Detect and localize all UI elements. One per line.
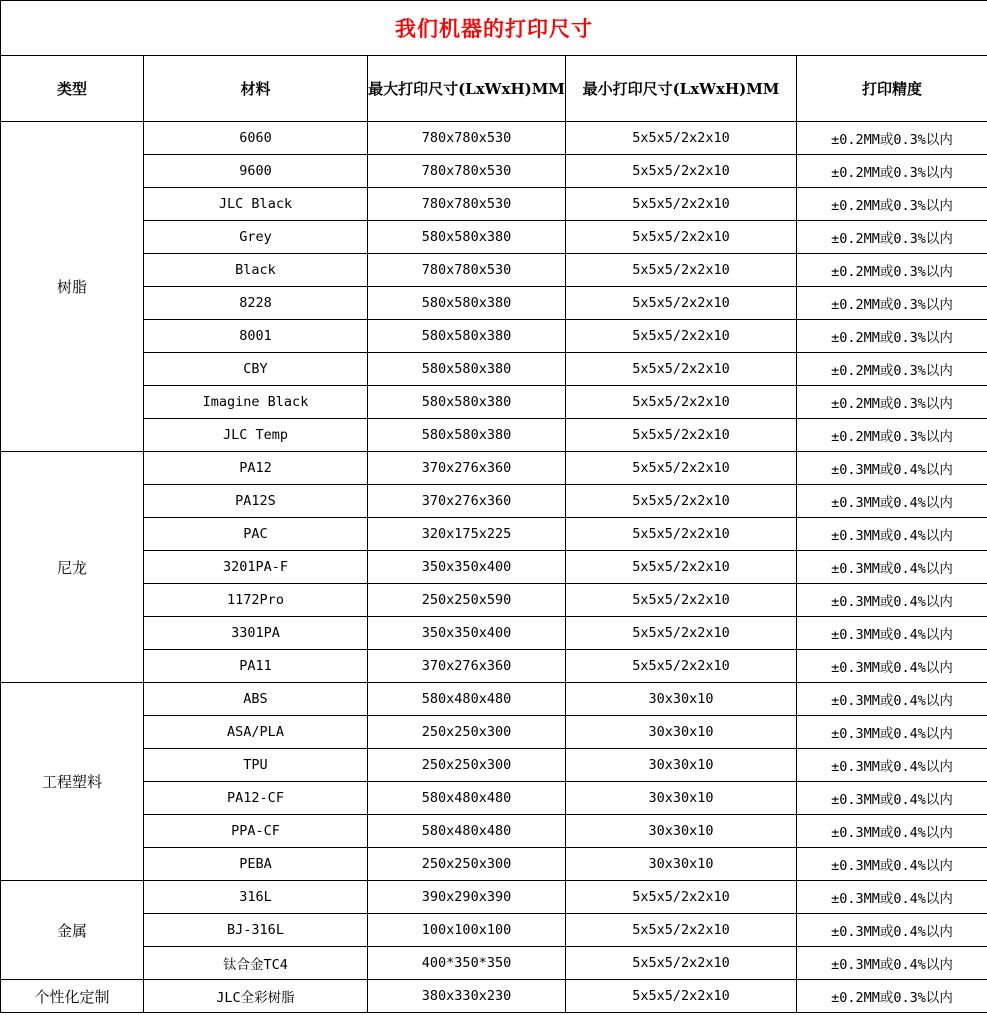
precision-cell: ±0.3MM或0.4%以内 xyxy=(797,848,987,881)
material-cell: ASA/PLA xyxy=(144,716,368,749)
table-row xyxy=(1,815,987,848)
table-row xyxy=(1,386,987,419)
type-cell: 金属 xyxy=(1,881,144,980)
precision-cell: ±0.3MM或0.4%以内 xyxy=(797,881,987,914)
header-precision: 打印精度 xyxy=(797,56,987,122)
precision-cell: ±0.3MM或0.4%以内 xyxy=(797,584,987,617)
max-size-cell: 370x276x360 xyxy=(368,485,566,518)
max-size-cell: 390x290x390 xyxy=(368,881,566,914)
material-cell: JLC Temp xyxy=(144,419,368,452)
min-size-cell: 5x5x5/2x2x10 xyxy=(566,452,797,485)
min-size-cell: 30x30x10 xyxy=(566,848,797,881)
table-row xyxy=(1,980,987,1013)
precision-cell: ±0.3MM或0.4%以内 xyxy=(797,650,987,683)
table-row xyxy=(1,848,987,881)
precision-cell: ±0.3MM或0.4%以内 xyxy=(797,551,987,584)
precision-cell: ±0.2MM或0.3%以内 xyxy=(797,155,987,188)
material-cell: PAC xyxy=(144,518,368,551)
max-size-cell: 250x250x590 xyxy=(368,584,566,617)
table-row xyxy=(1,584,987,617)
precision-cell: ±0.3MM或0.4%以内 xyxy=(797,716,987,749)
max-size-cell: 250x250x300 xyxy=(368,749,566,782)
material-cell: 3201PA-F xyxy=(144,551,368,584)
material-cell: PPA-CF xyxy=(144,815,368,848)
max-size-cell: 250x250x300 xyxy=(368,848,566,881)
precision-cell: ±0.2MM或0.3%以内 xyxy=(797,287,987,320)
material-cell: PA12S xyxy=(144,485,368,518)
table-row xyxy=(1,716,987,749)
max-size-cell: 370x276x360 xyxy=(368,650,566,683)
min-size-cell: 5x5x5/2x2x10 xyxy=(566,881,797,914)
material-cell: Black xyxy=(144,254,368,287)
min-size-cell: 5x5x5/2x2x10 xyxy=(566,947,797,980)
material-cell: 6060 xyxy=(144,122,368,155)
max-size-cell: 380x330x230 xyxy=(368,980,566,1013)
material-cell: PA11 xyxy=(144,650,368,683)
max-size-cell: 350x350x400 xyxy=(368,617,566,650)
precision-cell: ±0.3MM或0.4%以内 xyxy=(797,947,987,980)
max-size-cell: 250x250x300 xyxy=(368,716,566,749)
type-cell: 树脂 xyxy=(1,122,144,452)
max-size-cell: 400*350*350 xyxy=(368,947,566,980)
material-cell: JLC Black xyxy=(144,188,368,221)
precision-cell: ±0.3MM或0.4%以内 xyxy=(797,914,987,947)
max-size-cell: 580x580x380 xyxy=(368,320,566,353)
table-row xyxy=(1,518,987,551)
min-size-cell: 5x5x5/2x2x10 xyxy=(566,353,797,386)
max-size-cell: 580x580x380 xyxy=(368,221,566,254)
min-size-cell: 30x30x10 xyxy=(566,683,797,716)
precision-cell: ±0.2MM或0.3%以内 xyxy=(797,122,987,155)
table-row xyxy=(1,287,987,320)
max-size-cell: 100x100x100 xyxy=(368,914,566,947)
precision-cell: ±0.3MM或0.4%以内 xyxy=(797,782,987,815)
material-cell: 钛合金TC4 xyxy=(144,947,368,980)
table-row xyxy=(1,419,987,452)
header-min-size: 最小打印尺寸(LxWxH)MM xyxy=(566,56,797,122)
table-row xyxy=(1,452,987,485)
min-size-cell: 5x5x5/2x2x10 xyxy=(566,254,797,287)
precision-cell: ±0.2MM或0.3%以内 xyxy=(797,254,987,287)
max-size-cell: 580x480x480 xyxy=(368,815,566,848)
header-max-size: 最大打印尺寸(LxWxH)MM xyxy=(368,56,566,122)
type-cell: 工程塑料 xyxy=(1,683,144,881)
table-row xyxy=(1,881,987,914)
table-row xyxy=(1,650,987,683)
max-size-cell: 580x480x480 xyxy=(368,782,566,815)
type-cell: 个性化定制 xyxy=(1,980,144,1013)
max-size-cell: 780x780x530 xyxy=(368,254,566,287)
precision-cell: ±0.2MM或0.3%以内 xyxy=(797,980,987,1013)
precision-cell: ±0.3MM或0.4%以内 xyxy=(797,683,987,716)
table-body xyxy=(1,122,987,1013)
table-row xyxy=(1,749,987,782)
table-row xyxy=(1,254,987,287)
min-size-cell: 5x5x5/2x2x10 xyxy=(566,386,797,419)
precision-cell: ±0.3MM或0.4%以内 xyxy=(797,518,987,551)
material-cell: ABS xyxy=(144,683,368,716)
table-row xyxy=(1,947,987,980)
max-size-cell: 580x580x380 xyxy=(368,419,566,452)
max-size-cell: 780x780x530 xyxy=(368,188,566,221)
min-size-cell: 5x5x5/2x2x10 xyxy=(566,287,797,320)
min-size-cell: 5x5x5/2x2x10 xyxy=(566,518,797,551)
material-cell: 8228 xyxy=(144,287,368,320)
min-size-cell: 5x5x5/2x2x10 xyxy=(566,320,797,353)
material-cell: 1172Pro xyxy=(144,584,368,617)
min-size-cell: 5x5x5/2x2x10 xyxy=(566,155,797,188)
table-row xyxy=(1,551,987,584)
max-size-cell: 580x580x380 xyxy=(368,287,566,320)
table-row xyxy=(1,188,987,221)
max-size-cell: 320x175x225 xyxy=(368,518,566,551)
header-type: 类型 xyxy=(1,56,144,122)
table-row xyxy=(1,320,987,353)
table-title: 我们机器的打印尺寸 xyxy=(1,1,987,56)
min-size-cell: 30x30x10 xyxy=(566,716,797,749)
material-cell: CBY xyxy=(144,353,368,386)
material-cell: JLC全彩树脂 xyxy=(144,980,368,1013)
precision-cell: ±0.2MM或0.3%以内 xyxy=(797,353,987,386)
table-row xyxy=(1,221,987,254)
max-size-cell: 350x350x400 xyxy=(368,551,566,584)
min-size-cell: 5x5x5/2x2x10 xyxy=(566,980,797,1013)
min-size-cell: 5x5x5/2x2x10 xyxy=(566,221,797,254)
table-row xyxy=(1,617,987,650)
table-row xyxy=(1,485,987,518)
min-size-cell: 5x5x5/2x2x10 xyxy=(566,551,797,584)
material-cell: BJ-316L xyxy=(144,914,368,947)
precision-cell: ±0.3MM或0.4%以内 xyxy=(797,617,987,650)
min-size-cell: 5x5x5/2x2x10 xyxy=(566,650,797,683)
material-cell: 316L xyxy=(144,881,368,914)
precision-cell: ±0.3MM或0.4%以内 xyxy=(797,815,987,848)
precision-cell: ±0.2MM或0.3%以内 xyxy=(797,419,987,452)
min-size-cell: 5x5x5/2x2x10 xyxy=(566,914,797,947)
max-size-cell: 780x780x530 xyxy=(368,122,566,155)
table-row xyxy=(1,155,987,188)
table-row xyxy=(1,353,987,386)
material-cell: PA12-CF xyxy=(144,782,368,815)
precision-cell: ±0.2MM或0.3%以内 xyxy=(797,188,987,221)
min-size-cell: 30x30x10 xyxy=(566,815,797,848)
min-size-cell: 5x5x5/2x2x10 xyxy=(566,419,797,452)
title-row xyxy=(1,1,987,56)
header-row xyxy=(1,56,987,122)
material-cell: Grey xyxy=(144,221,368,254)
precision-cell: ±0.3MM或0.4%以内 xyxy=(797,749,987,782)
precision-cell: ±0.2MM或0.3%以内 xyxy=(797,221,987,254)
table-row xyxy=(1,782,987,815)
table-row xyxy=(1,914,987,947)
max-size-cell: 580x580x380 xyxy=(368,386,566,419)
header-material: 材料 xyxy=(144,56,368,122)
max-size-cell: 370x276x360 xyxy=(368,452,566,485)
min-size-cell: 5x5x5/2x2x10 xyxy=(566,485,797,518)
table-row xyxy=(1,683,987,716)
material-cell: Imagine Black xyxy=(144,386,368,419)
precision-cell: ±0.3MM或0.4%以内 xyxy=(797,452,987,485)
type-cell: 尼龙 xyxy=(1,452,144,683)
max-size-cell: 780x780x530 xyxy=(368,155,566,188)
min-size-cell: 5x5x5/2x2x10 xyxy=(566,617,797,650)
material-cell: TPU xyxy=(144,749,368,782)
min-size-cell: 5x5x5/2x2x10 xyxy=(566,122,797,155)
max-size-cell: 580x480x480 xyxy=(368,683,566,716)
min-size-cell: 30x30x10 xyxy=(566,749,797,782)
material-cell: 8001 xyxy=(144,320,368,353)
min-size-cell: 30x30x10 xyxy=(566,782,797,815)
precision-cell: ±0.3MM或0.4%以内 xyxy=(797,485,987,518)
material-cell: 9600 xyxy=(144,155,368,188)
material-cell: 3301PA xyxy=(144,617,368,650)
table-row xyxy=(1,122,987,155)
precision-cell: ±0.2MM或0.3%以内 xyxy=(797,386,987,419)
min-size-cell: 5x5x5/2x2x10 xyxy=(566,188,797,221)
min-size-cell: 5x5x5/2x2x10 xyxy=(566,584,797,617)
max-size-cell: 580x580x380 xyxy=(368,353,566,386)
material-cell: PEBA xyxy=(144,848,368,881)
material-cell: PA12 xyxy=(144,452,368,485)
precision-cell: ±0.2MM或0.3%以内 xyxy=(797,320,987,353)
